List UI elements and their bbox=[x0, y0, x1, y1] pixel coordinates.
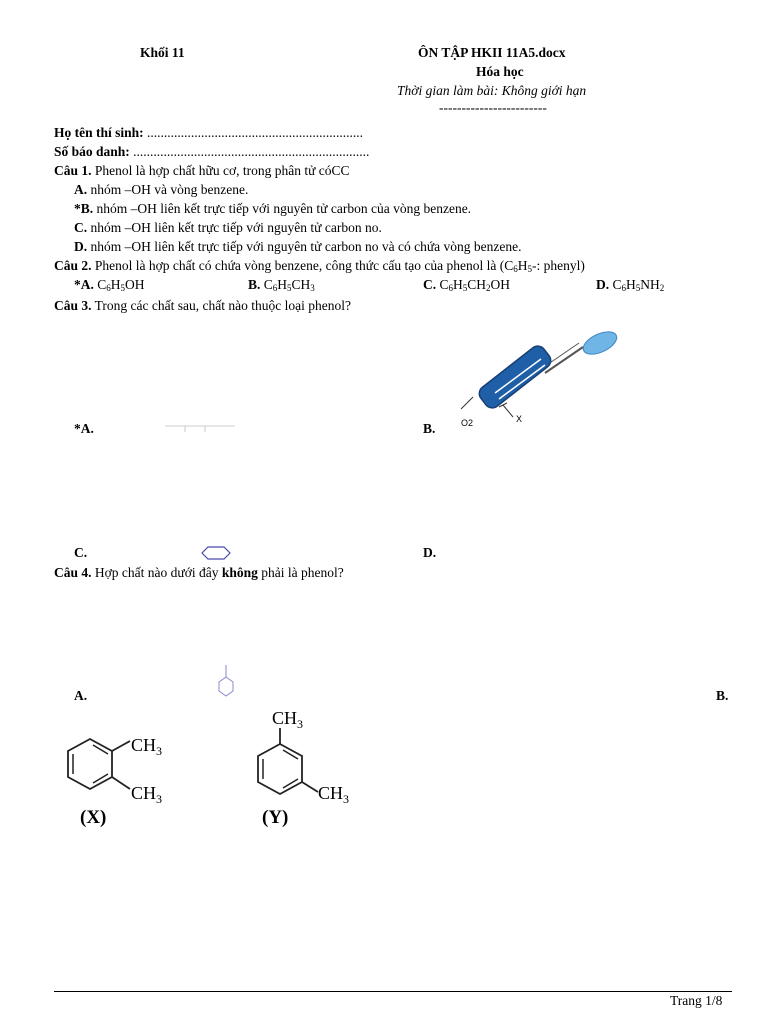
q1-option-b bbox=[74, 201, 471, 218]
q1-option-key: C. bbox=[74, 220, 88, 235]
ch3-label: $CH_3$ bbox=[131, 735, 163, 758]
q2-option-key: *A. bbox=[74, 277, 94, 292]
q2-option-key: D. bbox=[596, 277, 610, 292]
subject-label: Hóa học bbox=[476, 64, 524, 79]
question-4-text-pre: Hợp chất nào dưới đây bbox=[94, 565, 219, 580]
q1-option-key: D. bbox=[74, 239, 88, 254]
q1-option-d bbox=[74, 239, 521, 256]
q1-option-text: nhóm –OH liên kết trực tiếp với nguyên tử carbon no và có chứa vòng benzene. bbox=[90, 239, 522, 254]
time-note: Thời gian làm bài: Không giới hạn bbox=[397, 83, 587, 98]
q4-small-structure-image bbox=[216, 663, 236, 701]
ch3-label: $CH_3$ bbox=[131, 783, 163, 806]
question-4-text-bold: không bbox=[221, 565, 258, 580]
q1-option-a bbox=[74, 182, 248, 199]
burner-body bbox=[476, 343, 554, 411]
student-name-dots: ................................................................ bbox=[147, 125, 364, 140]
q2-option-d bbox=[596, 277, 664, 294]
question-1-label: Câu 1. bbox=[54, 163, 92, 178]
question-4 bbox=[54, 565, 344, 582]
question-4-label: Câu 4. bbox=[54, 565, 92, 580]
structure-x-image bbox=[60, 725, 190, 835]
student-name-label: Họ tên thí sinh: bbox=[54, 125, 144, 140]
question-2 bbox=[54, 258, 585, 275]
header-divider: ------------------------ bbox=[439, 100, 547, 115]
student-id-dots: ...................................................................... bbox=[133, 144, 370, 159]
student-id-label: Số báo danh: bbox=[54, 144, 130, 159]
q3-option-c: C. bbox=[74, 545, 88, 560]
structure-x-caption: (X) bbox=[80, 807, 107, 828]
ch3-label: $CH_3$ bbox=[272, 708, 304, 731]
page-number: Trang 1/8 bbox=[670, 993, 723, 1008]
q2-option-key: C. bbox=[423, 277, 437, 292]
question-1 bbox=[54, 163, 350, 180]
q2-formula: $C_6H_5NH_2$ bbox=[612, 277, 665, 293]
student-id-line bbox=[54, 144, 369, 161]
q3-option-d: D. bbox=[423, 545, 437, 560]
grade-label: Khối 11 bbox=[140, 45, 185, 60]
q2-formula: $C_6H_5CH_3$ bbox=[263, 277, 315, 293]
q1-option-text: nhóm –OH và vòng benzene. bbox=[90, 182, 249, 197]
q4-option-a: A. bbox=[74, 688, 88, 703]
document-title: ÔN TẬP HKII 11A5.docx bbox=[418, 45, 566, 60]
hexagon-ring-icon bbox=[200, 545, 232, 561]
structure-y-image bbox=[240, 700, 370, 835]
q1-option-key: A. bbox=[74, 182, 88, 197]
student-name-line bbox=[54, 125, 363, 142]
q1-option-text: nhóm –OH liên kết trực tiếp với nguyên tử carbon no. bbox=[90, 220, 382, 235]
burner-diagram bbox=[455, 325, 625, 435]
x-label: X bbox=[516, 414, 523, 424]
q4-option-b: B. bbox=[716, 688, 729, 703]
question-1-text: Phenol là hợp chất hữu cơ, trong phân tử cóCC bbox=[94, 163, 350, 178]
q3-a-structure-image bbox=[163, 422, 238, 436]
flame-icon bbox=[580, 327, 620, 359]
q2-formula: $C_6H_5CH_2OH$ bbox=[439, 277, 511, 293]
q1-option-text: nhóm –OH liên kết trực tiếp với nguyên tử carbon của vòng benzene. bbox=[96, 201, 472, 216]
q1-option-c bbox=[74, 220, 382, 237]
q2-option-c bbox=[423, 277, 510, 294]
structure-y-caption: (Y) bbox=[262, 807, 289, 828]
q1-option-key: *B. bbox=[74, 201, 94, 216]
question-3 bbox=[54, 298, 351, 315]
footer-rule bbox=[54, 991, 732, 992]
q2-option-b bbox=[248, 277, 315, 294]
question-2-label: Câu 2. bbox=[54, 258, 92, 273]
question-3-text: Trong các chất sau, chất nào thuộc loại phenol? bbox=[94, 298, 351, 313]
question-3-label: Câu 3. bbox=[54, 298, 92, 313]
q3-option-b: B. bbox=[423, 421, 436, 436]
q2-formula: $C_6H_5OH$ bbox=[97, 277, 145, 293]
o2-label: O2 bbox=[461, 418, 474, 428]
q3-option-a: *A. bbox=[74, 421, 94, 436]
question-4-text-post: phải là phenol? bbox=[261, 565, 344, 580]
ch3-label: $CH_3$ bbox=[318, 783, 350, 806]
q2-option-key: B. bbox=[248, 277, 261, 292]
question-2-text: Phenol là hợp chất có chứa vòng benzene, công thức cấu tạo của phenol là ($C_6H_5-$: phenyl) bbox=[94, 258, 585, 274]
q2-option-a bbox=[74, 277, 145, 294]
